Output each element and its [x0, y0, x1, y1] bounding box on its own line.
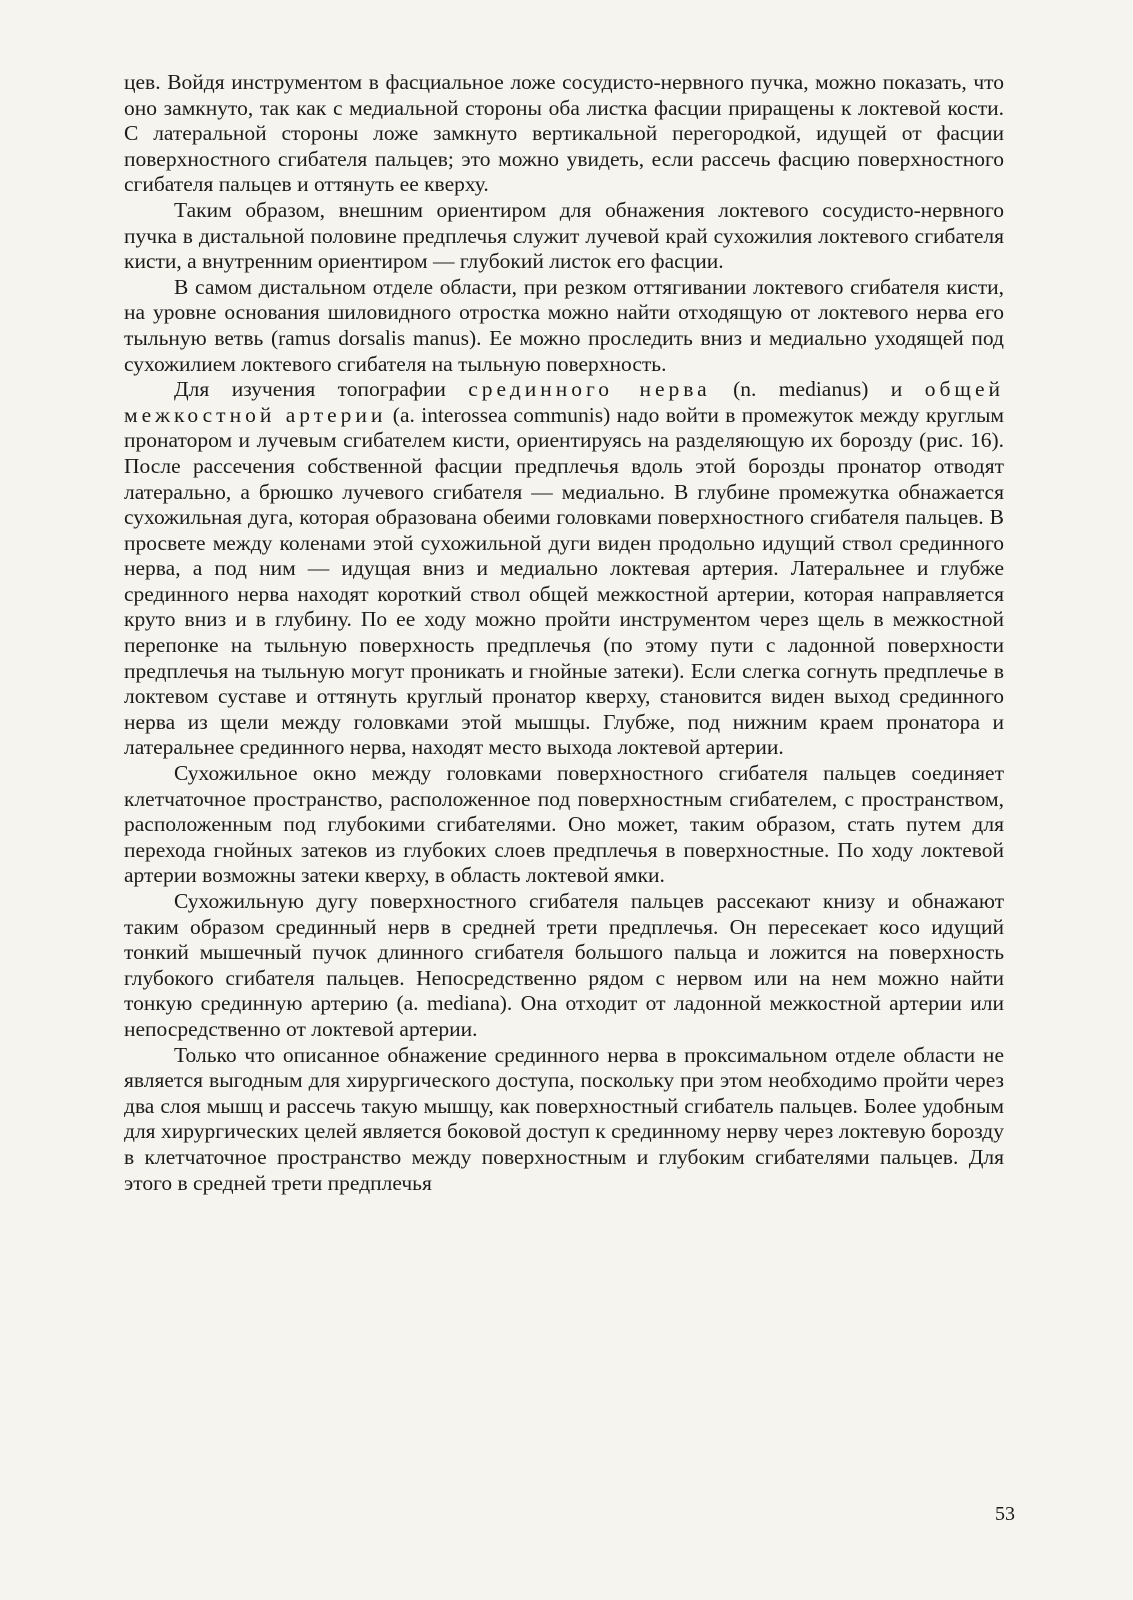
- paragraph-7: Только что описанное обнажение срединного нерва в проксимальном отделе области не является выгодным для хирургического доступа, поскольку при этом необходимо пройти через два слоя мышц и рассечь такую мышцу, как поверхностный сгибатель пальцев. Более удобным для хирургических целей является боковой доступ к срединному нерву через локтевую борозду в клетчаточное пространство между поверхностным и глубоким сгибателями пальцев. Для этого в средней трети предплечья: [124, 1042, 1004, 1195]
- paragraph-4: [124, 377, 1004, 761]
- term-common-interosseous-artery: общей межкостной артерии: [124, 377, 1004, 427]
- paragraph-4-rest: (a. interossea communis) надо войти в промежуток между круглым пронатором и лучевым сгибателем кисти, ориентируясь на разделяющую их борозду (рис. 16). После рассечения собственной фасции предплечья вдоль этой борозды пронатор отводят латерально, а брюшко лучевого сгибателя — медиально. В глубине промежутка обнажается сухожильная дуга, которая образована обеими головками поверхностного сгибателя пальцев. В просвете между коленами этой сухожильной дуги виден продольно идущий ствол срединного нерва, а под ним — идущая вниз и медиально локтевая артерия. Латеральнее и глубже срединного нерва находят короткий ствол общей межкостной артерии, которая направляется круто вниз и в глубину. По ее ходу можно пройти инструментом через щель в межкостной перепонке на тыльную поверхность предплечья (по этому пути с ладонной поверхности предплечья на тыльную могут проникать и гнойные затеки). Если слегка согнуть предплечье в локтевом суставе и оттянуть круглый пронатор кверху, становится виден выход срединного нерва из щели между головками этой мышцы. Глубже, под нижним краем пронатора и латеральнее срединного нерва, находят место выхода локтевой артерии.: [124, 402, 1004, 760]
- term-median-nerve: срединного нерва: [468, 377, 711, 402]
- paragraph-4-lead: Для изучения топографии: [174, 377, 469, 402]
- paragraph-4-latin-1: (n. medianus) и: [710, 377, 925, 402]
- paragraph-1: цев. Войдя инструментом в фасциальное ложе сосудисто-нервного пучка, можно показать, что оно замкнуто, так как с медиальной стороны оба листка фасции приращены к локтевой кости. С латеральной стороны ложе замкнуто вертикальной перегородкой, идущей от фасции поверхностного сгибателя пальцев; это можно увидеть, если рассечь фасцию поверхностного сгибателя пальцев и оттянуть ее кверху.: [124, 70, 1004, 197]
- paragraph-5: Сухожильное окно между головками поверхностного сгибателя пальцев соединяет клетчаточное пространство, расположенное под поверхностным сгибателем, с пространством, расположенным под глубокими сгибателями. Оно может, таким образом, стать путем для перехода гнойных затеков из глубоких слоев предплечья в поверхностные. По ходу локтевой артерии возможны затеки кверху, в область локтевой ямки.: [124, 761, 1004, 888]
- paragraph-2: Таким образом, внешним ориентиром для обнажения локтевого сосудисто-нервного пучка в дистальной половине предплечья служит лучевой край сухожилия локтевого сгибателя кисти, а внутренним ориентиром — глубокий листок его фасции.: [124, 197, 1004, 274]
- paragraph-6: Сухожильную дугу поверхностного сгибателя пальцев рассекают книзу и обнажают таким образом срединный нерв в средней трети предплечья. Он пересекает косо идущий тонкий мышечный пучок длинного сгибателя большого пальца и ложится на поверхность глубокого сгибателя пальцев. Непосредственно рядом с нервом или на нем можно найти тонкую срединную артерию (a. mediana). Она отходит от ладонной межкостной артерии или непосредственно от локтевой артерии.: [124, 889, 1004, 1041]
- page-number: 53: [995, 1503, 1015, 1525]
- body-text: [124, 70, 1004, 1196]
- paragraph-3: В самом дистальном отделе области, при резком оттягивании локтевого сгибателя кисти, на уровне основания шиловидного отростка можно найти отходящую от локтевого нерва его тыльную ветвь (ramus dorsalis manus). Ее можно проследить вниз и медиально уходящей под сухожилием локтевого сгибателя на тыльную поверхность.: [124, 274, 1004, 376]
